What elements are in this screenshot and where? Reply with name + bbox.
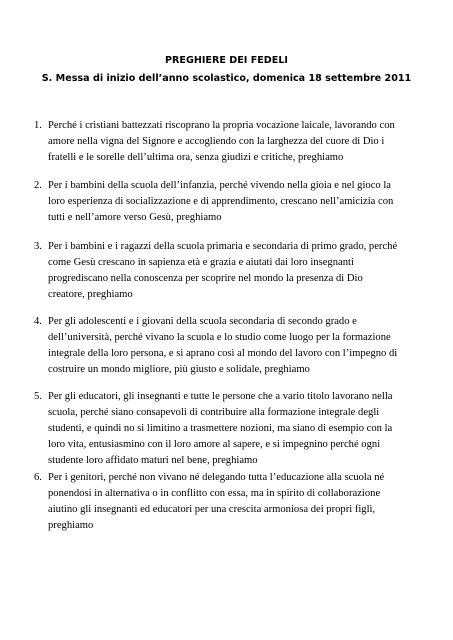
prayer-line: fratelli e le sorelle dell’ultima ora, senza giudizi e critiche, preghiamo (48, 152, 344, 163)
prayer-line: Per gli adolescenti e i giovani della scuola secondaria di secondo grado e (48, 316, 357, 327)
prayer-line: loro vita, entusiasmino con il loro amore al sapere, e si impegnino perché ogni (48, 439, 381, 450)
prayer-line: preghiamo (48, 520, 94, 531)
document-title: PREGHIERE DEI FEDELI (164, 55, 288, 66)
prayer-number: 5. (34, 391, 42, 402)
prayer-line: Per gli educatori, gli insegnanti e tutte le persone che a vario titolo lavorano nella (48, 391, 393, 402)
document-subtitle: S. Messa di inizio dell’anno scolastico, domenica 18 settembre 2011 (41, 73, 412, 84)
prayer-item-1 (34, 118, 426, 166)
prayer-item-5 (34, 389, 426, 469)
prayer-item-4 (34, 314, 426, 378)
prayer-number: 1. (34, 120, 42, 131)
prayer-line: tutti e nell’amore verso Gesù, preghiamo (48, 212, 222, 223)
prayer-line: scuola, perché siano consapevoli di contribuire alla formazione integrale degli (48, 407, 380, 418)
prayer-line: costruire un mondo migliore, più giusto e solidale, preghiamo (48, 364, 310, 375)
prayer-number: 3. (34, 241, 42, 252)
prayer-item-2 (34, 178, 426, 226)
prayer-line: amore nella vigna del Signore e accogliendo con la larghezza del cuore di Dio i (48, 136, 385, 147)
prayer-line: Perché i cristiani battezzati riscoprano la propria vocazione laicale, lavorando con (48, 120, 395, 131)
prayer-line: integrale della loro persona, e si aprano così al mondo del lavoro con l’impegno di (48, 348, 398, 359)
prayer-line: Per i bambini e i ragazzi della scuola primaria e secondaria di primo grado, perché (48, 241, 398, 252)
prayer-item-3 (34, 239, 426, 303)
prayer-line: Per i bambini della scuola dell’infanzia, perché vivendo nella gioia e nel gioco la (48, 180, 391, 191)
prayer-line: ponendosi in alternativa o in conflitto con essa, ma in spirito di collaborazione (48, 488, 381, 499)
prayer-line: Per i genitori, perché non vivano né delegando tutta l’educazione alla scuola né (48, 472, 385, 483)
prayer-line: progrediscano nella conoscenza per scoprire nel mondo la presenza di Dio (48, 273, 363, 284)
prayer-line: loro esperienza di socializzazione e di apprendimento, crescano nell’amicizia con (48, 196, 394, 207)
prayer-number: 4. (34, 316, 42, 327)
prayer-number: 6. (34, 472, 42, 483)
prayer-item-6 (34, 470, 426, 534)
prayer-line: dell’università, perché vivano la scuola e lo studio come luogo per la formazione (48, 332, 391, 343)
prayer-number: 2. (34, 180, 42, 191)
prayer-line: come Gesù crescano in sapienza età e grazia e aiutati dai loro insegnanti (48, 257, 354, 268)
prayer-line: aiutino gli insegnanti ed educatori per una crescita armoniosa dei propri figli, (48, 504, 376, 515)
prayer-line: studenti, e quindi no si limitino a trasmettere nozioni, ma siano di esempio con la (48, 423, 393, 434)
prayer-line: creatore, preghiamo (48, 289, 133, 300)
prayer-line: studente loro affidato maturi nel bene, preghiamo (48, 455, 258, 466)
